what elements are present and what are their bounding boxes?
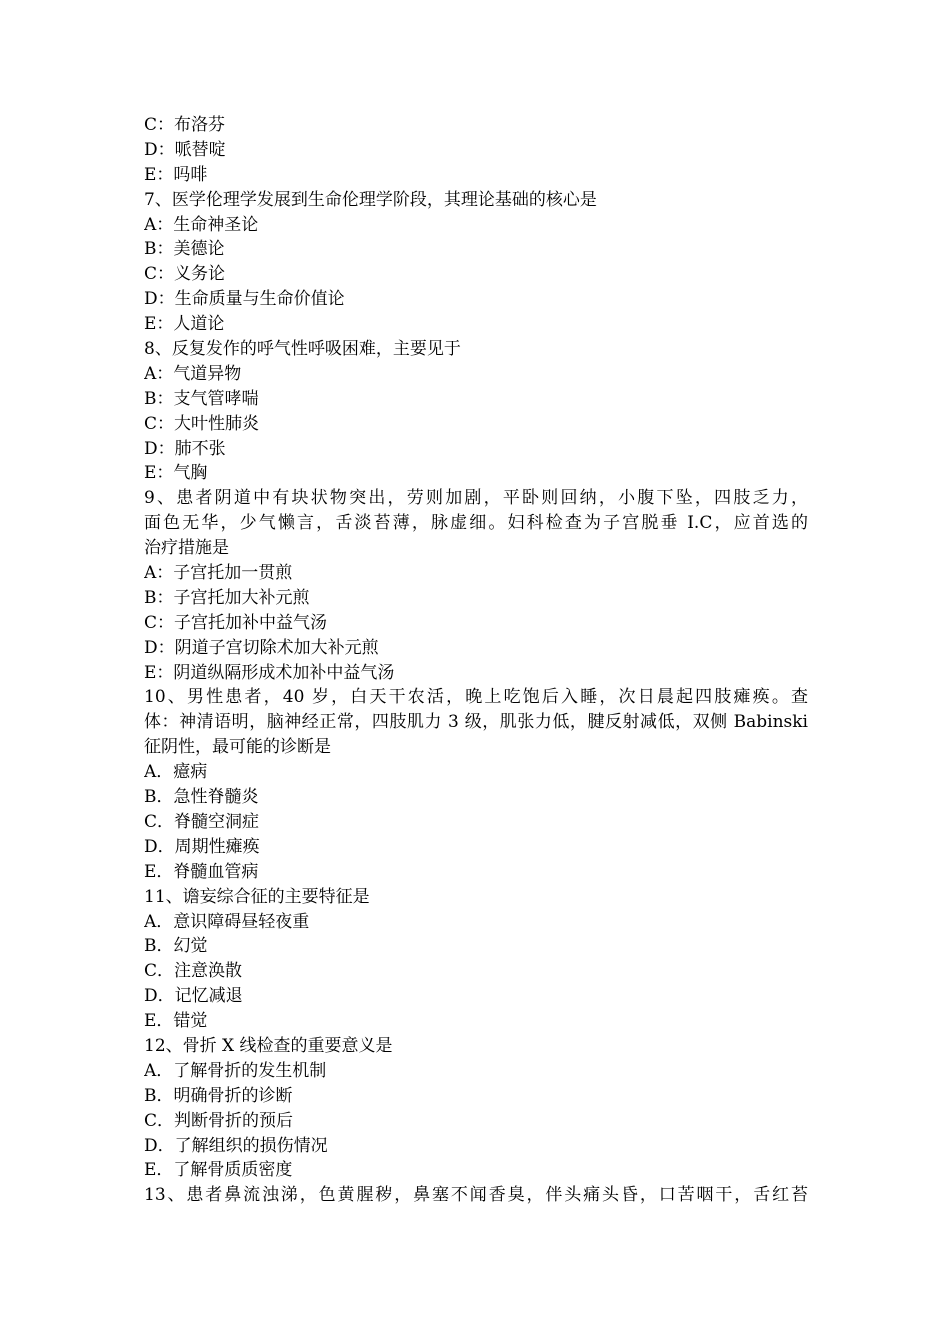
text-line: A：气道异物	[144, 363, 242, 384]
text-line: 征阴性，最可能的诊断是	[144, 737, 331, 758]
text-line: C．注意涣散	[144, 961, 243, 982]
text-line: E：阴道纵隔形成术加补中益气汤	[144, 662, 395, 683]
text-line: D．周期性瘫痪	[144, 836, 260, 857]
exam-text-block	[144, 113, 808, 1208]
text-line: B：美德论	[144, 239, 225, 260]
text-line: D．记忆减退	[144, 986, 243, 1007]
text-line: 13、患者鼻流浊涕，色黄腥秽，鼻塞不闻香臭，伴头痛头昏，口苦咽干，舌红苔	[144, 1185, 808, 1206]
text-line: 7、医学伦理学发展到生命伦理学阶段，其理论基础的核心是	[144, 189, 597, 210]
text-line: 8、反复发作的呼气性呼吸困难，主要见于	[144, 339, 461, 360]
text-line: A．意识障碍昼轻夜重	[144, 911, 310, 932]
text-line: A．癔病	[144, 762, 208, 783]
text-line: A．了解骨折的发生机制	[144, 1060, 327, 1081]
text-line: A：子宫托加一贯煎	[144, 563, 293, 584]
text-line: C：子宫托加补中益气汤	[144, 612, 328, 633]
text-line: C：义务论	[144, 264, 226, 285]
text-line: B：子宫托加大补元煎	[144, 587, 310, 608]
text-line: C．脊髓空洞症	[144, 811, 260, 832]
text-line: D：阴道子宫切除术加大补元煎	[144, 637, 379, 658]
text-line: E．脊髓血管病	[144, 861, 259, 882]
text-line: A：生命神圣论	[144, 214, 259, 235]
text-line: 治疗措施是	[144, 538, 229, 559]
text-line: D：生命质量与生命价值论	[144, 289, 345, 310]
text-line: 12、骨折 X 线检查的重要意义是	[144, 1035, 393, 1056]
text-line: E：人道论	[144, 314, 225, 335]
text-line: B．急性脊髓炎	[144, 787, 259, 808]
text-line: C：布洛芬	[144, 115, 226, 135]
text-line: D：哌替啶	[144, 139, 226, 160]
text-line: E：吗啡	[144, 164, 208, 185]
text-line: B：支气管哮喘	[144, 388, 259, 409]
text-line: C：大叶性肺炎	[144, 413, 260, 434]
text-line: 10、男性患者，40 岁，白天干农活，晚上吃饱后入睡，次日晨起四肢瘫痪。查	[144, 687, 808, 708]
text-line: 体：神清语明，脑神经正常，四肢肌力 3 级，肌张力低，腱反射减低，双侧 Babinski	[144, 712, 808, 733]
text-line: C．判断骨折的预后	[144, 1110, 294, 1131]
text-line: B．明确骨折的诊断	[144, 1085, 293, 1106]
text-line: E．了解骨质质密度	[144, 1160, 293, 1181]
text-line: D：肺不张	[144, 438, 226, 459]
text-line: 9、患者阴道中有块状物突出，劳则加剧，平卧则回纳，小腹下坠，四肢乏力，	[144, 488, 808, 509]
text-line: B．幻觉	[144, 936, 208, 957]
text-line: E：气胸	[144, 463, 208, 484]
text-line: 11、谵妄综合征的主要特征是	[144, 886, 370, 907]
text-line: D．了解组织的损伤情况	[144, 1135, 328, 1156]
text-line: 面色无华，少气懒言，舌淡苔薄，脉虚细。妇科检查为子宫脱垂 I.C，应首选的	[144, 513, 808, 534]
text-line: E．错觉	[144, 1011, 208, 1032]
